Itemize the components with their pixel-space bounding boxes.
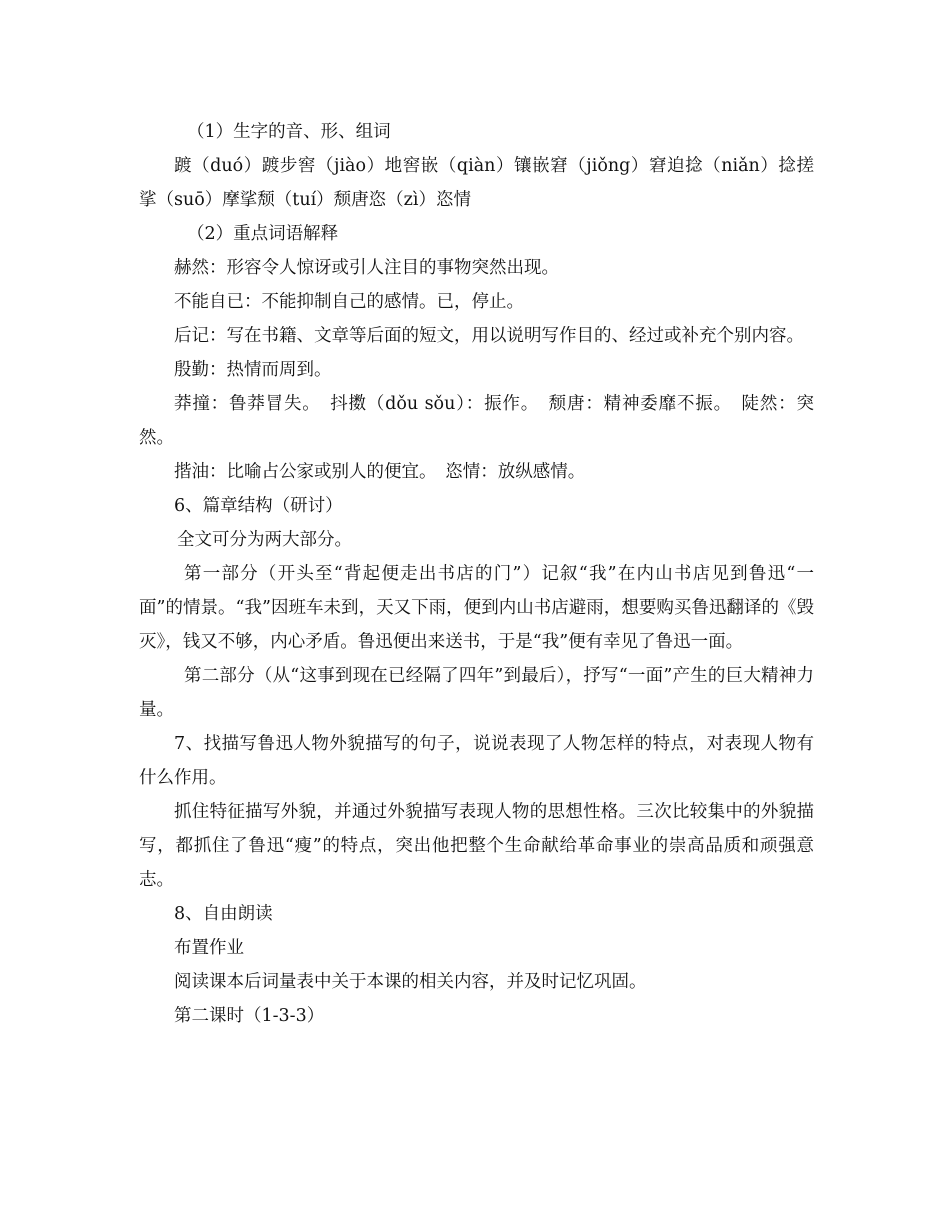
paragraph-part-one: 第一部分（开头至“背起便走出书店的门”）记叙“我”在内山书店见到鲁迅“一面”的情景。“我”因班车未到，天又下雨，便到内山书店避雨，想要购买鲁迅翻译的《毁灭》，钱又不够，内心矛盾。鲁迅便出来送书，于是“我”便有幸见了鲁迅一面。 — [139, 564, 814, 652]
definition-houji: 后记：写在书籍、文章等后面的短文，用以说明写作目的、经过或补充个别内容。 — [174, 326, 804, 346]
paragraph-appearance-analysis: 抓住特征描写外貌，并通过外貌描写表现人物的思想性格。三次比较集中的外貌描写，都抓住了鲁迅“瘦”的特点，突出他把整个生命献给革命事业的崇高品质和顽强意志。 — [139, 802, 814, 890]
section-heading-appearance: 7、找描写鲁迅人物外貌描写的句子，说说表现了人物怎样的特点，对表现人物有什么作用。 — [139, 734, 814, 788]
definition-group-2: 揩油：比喻占公家或别人的便宜。 恣情：放纵感情。 — [174, 462, 586, 482]
homework-text: 阅读课本后词量表中关于本课的相关内容，并及时记忆巩固。 — [174, 972, 647, 992]
section-heading-structure: 6、篇章结构（研讨） — [174, 496, 343, 516]
definition-heran: 赫然：形容令人惊讶或引人注目的事物突然出现。 — [174, 258, 559, 278]
definition-bunengziyi: 不能自已：不能抑制自己的感情。已，停止。 — [174, 292, 524, 312]
paragraph-part-two: 第二部分（从“这事到现在已经隔了四年”到最后），抒写“一面”产生的巨大精神力量。 — [139, 666, 814, 720]
second-lesson-heading: 第二课时（1-3-3） — [174, 1006, 325, 1026]
paragraph-characters-list: 踱（duó）踱步窖（jiào）地窖嵌（qiàn）镶嵌窘（jiǒng）窘迫捻（niǎn）捻搓挲（suō）摩挲颓（tuí）颓唐恣（zì）恣情 — [139, 156, 814, 210]
definition-yinqin: 殷勤：热情而周到。 — [174, 360, 332, 380]
document-body — [139, 115, 814, 1033]
homework-heading: 布置作业 — [174, 938, 244, 958]
subheading-vocabulary: （2）重点词语解释 — [187, 224, 339, 244]
definition-group-1: 莽撞：鲁莽冒失。 抖擞（dǒu sǒu）：振作。 颓唐：精神委靡不振。 陡然：突然。 — [139, 394, 814, 448]
section-heading-reading: 8、自由朗读 — [174, 904, 273, 924]
paragraph-two-parts: 全文可分为两大部分。 — [177, 530, 352, 550]
subheading-characters: （1）生字的音、形、组词 — [187, 122, 391, 142]
